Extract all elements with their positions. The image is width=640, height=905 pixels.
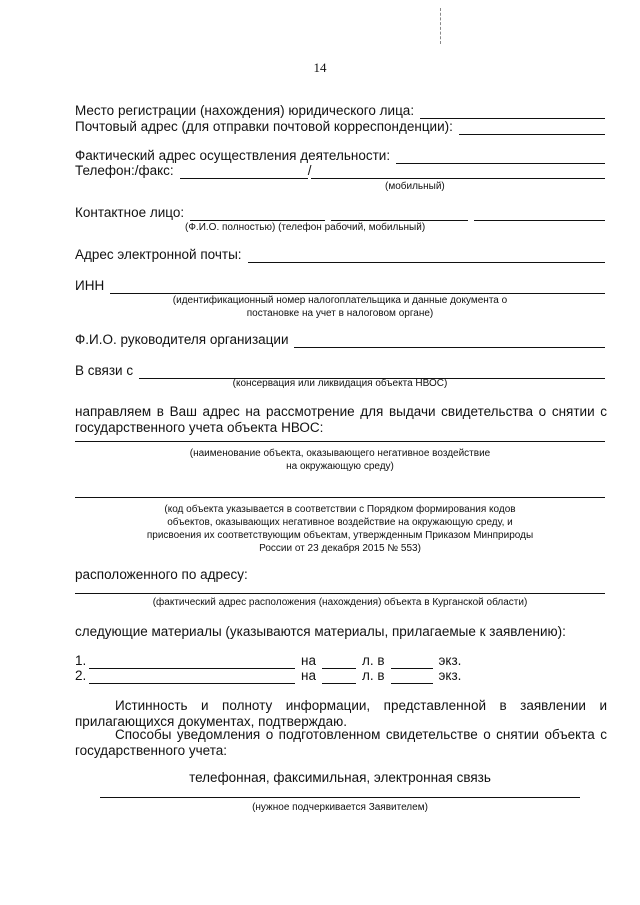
inn-caption xyxy=(75,294,605,320)
phone-separator: / xyxy=(307,163,312,178)
material-copies-field[interactable] xyxy=(391,670,433,684)
object-name-field[interactable] xyxy=(75,441,605,442)
object-caption-line-2: на окружающую среду) xyxy=(286,461,394,472)
materials-intro: следующие материалы (указываются материалы, прилагаемые к заявлению): xyxy=(75,624,566,639)
reason-caption: (консервация или ликвидация объекта НВОС) xyxy=(232,378,448,389)
scan-artifact xyxy=(440,8,441,44)
actual-address-label: Фактический адрес осуществления деятельности: xyxy=(75,148,391,163)
notification-methods[interactable]: телефонная, факсимильная, электронная связь xyxy=(189,770,491,785)
material-copies-field[interactable] xyxy=(391,655,433,669)
located-label: расположенного по адресу: xyxy=(75,567,248,582)
material-number: 1. xyxy=(75,653,87,668)
object-caption-line-1: (наименование объекта, оказывающего негативное воздействие xyxy=(189,448,491,459)
postal-label: Почтовый адрес (для отправки почтовой корреспонденции): xyxy=(75,119,453,134)
email-row xyxy=(75,247,605,263)
object-address-field[interactable] xyxy=(75,593,605,594)
code-caption xyxy=(75,503,605,555)
methods-caption: (нужное подчеркивается Заявителем) xyxy=(252,802,428,813)
address-caption: (фактический адрес расположения (нахождения) объекта в Курганской области) xyxy=(152,597,528,608)
materials-intro-row xyxy=(75,624,605,640)
email-field[interactable] xyxy=(248,249,605,263)
material-na-label: на xyxy=(301,653,316,668)
contact-work-phone-field[interactable] xyxy=(331,207,468,221)
code-caption-line-1: (код объекта указывается в соответствии с Порядком формирования кодов xyxy=(164,504,516,515)
page-number: 14 xyxy=(313,60,327,75)
code-caption-line-4: России от 23 декабря 2015 № 553) xyxy=(259,543,421,554)
contact-name-field[interactable] xyxy=(190,207,325,221)
material-sheets-label: л. в xyxy=(361,668,385,683)
material-item xyxy=(75,653,495,669)
registration-label: Место регистрации (нахождения) юридического лица: xyxy=(75,103,415,118)
material-sheets-field[interactable] xyxy=(322,655,356,669)
material-name-field[interactable] xyxy=(89,655,295,669)
material-item xyxy=(75,668,495,684)
material-copies-label: экз. xyxy=(438,653,462,668)
actual-address-row xyxy=(75,148,605,164)
director-field[interactable] xyxy=(294,334,605,348)
phone-field[interactable] xyxy=(180,165,308,179)
notification-paragraph: Способы уведомления о подготовленном свидетельстве о снятии объекта с государственного учета: xyxy=(75,727,607,758)
methods-row xyxy=(75,770,605,786)
mobile-caption: (мобильный) xyxy=(385,181,445,192)
postal-field[interactable] xyxy=(459,121,605,135)
inn-caption-line-1: (идентификационный номер налогоплательщика и данные документа о xyxy=(172,295,508,306)
material-name-field[interactable] xyxy=(89,670,295,684)
director-row xyxy=(75,332,605,348)
phone-row xyxy=(75,163,605,179)
code-caption-line-2: объектов, оказывающих негативное воздействие на окружающую среду, и xyxy=(167,517,513,528)
confirmation-paragraph: Истинность и полноту информации, представленной в заявлении и прилагающихся документах, подтверждаю. xyxy=(75,698,607,729)
reason-label: В связи с xyxy=(75,363,134,378)
inn-row xyxy=(75,278,605,294)
contact-mobile-field[interactable] xyxy=(474,207,605,221)
request-paragraph: направляем в Ваш адрес на рассмотрение для выдачи свидетельства о снятии с государственного учета объекта НВОС: xyxy=(75,404,607,435)
actual-address-field[interactable] xyxy=(396,150,605,164)
object-caption xyxy=(75,447,605,473)
object-code-field[interactable] xyxy=(75,497,605,498)
material-sheets-label: л. в xyxy=(361,653,385,668)
registration-row xyxy=(75,103,605,119)
located-row xyxy=(75,567,605,583)
registration-field[interactable] xyxy=(420,105,605,119)
material-sheets-field[interactable] xyxy=(322,670,356,684)
fax-field[interactable] xyxy=(311,165,605,179)
email-label: Адрес электронной почты: xyxy=(75,247,242,262)
contact-caption: (Ф.И.О. полностью) (телефон рабочий, мобильный) xyxy=(185,222,426,233)
postal-row xyxy=(75,119,605,135)
inn-label: ИНН xyxy=(75,278,105,293)
inn-field[interactable] xyxy=(110,280,605,294)
material-number: 2. xyxy=(75,668,87,683)
code-caption-line-3: присвоения их соответствующим объектам, утвержденным Приказом Минприроды xyxy=(146,530,534,541)
phone-label: Телефон:/факс: xyxy=(75,163,174,178)
director-label: Ф.И.О. руководителя организации xyxy=(75,332,289,347)
material-copies-label: экз. xyxy=(438,668,462,683)
inn-caption-line-2: постановке на учет в налоговом органе) xyxy=(246,308,434,319)
contact-label: Контактное лицо: xyxy=(75,205,185,220)
contact-row xyxy=(75,205,605,221)
material-na-label: на xyxy=(301,668,316,683)
methods-underline xyxy=(100,797,580,798)
